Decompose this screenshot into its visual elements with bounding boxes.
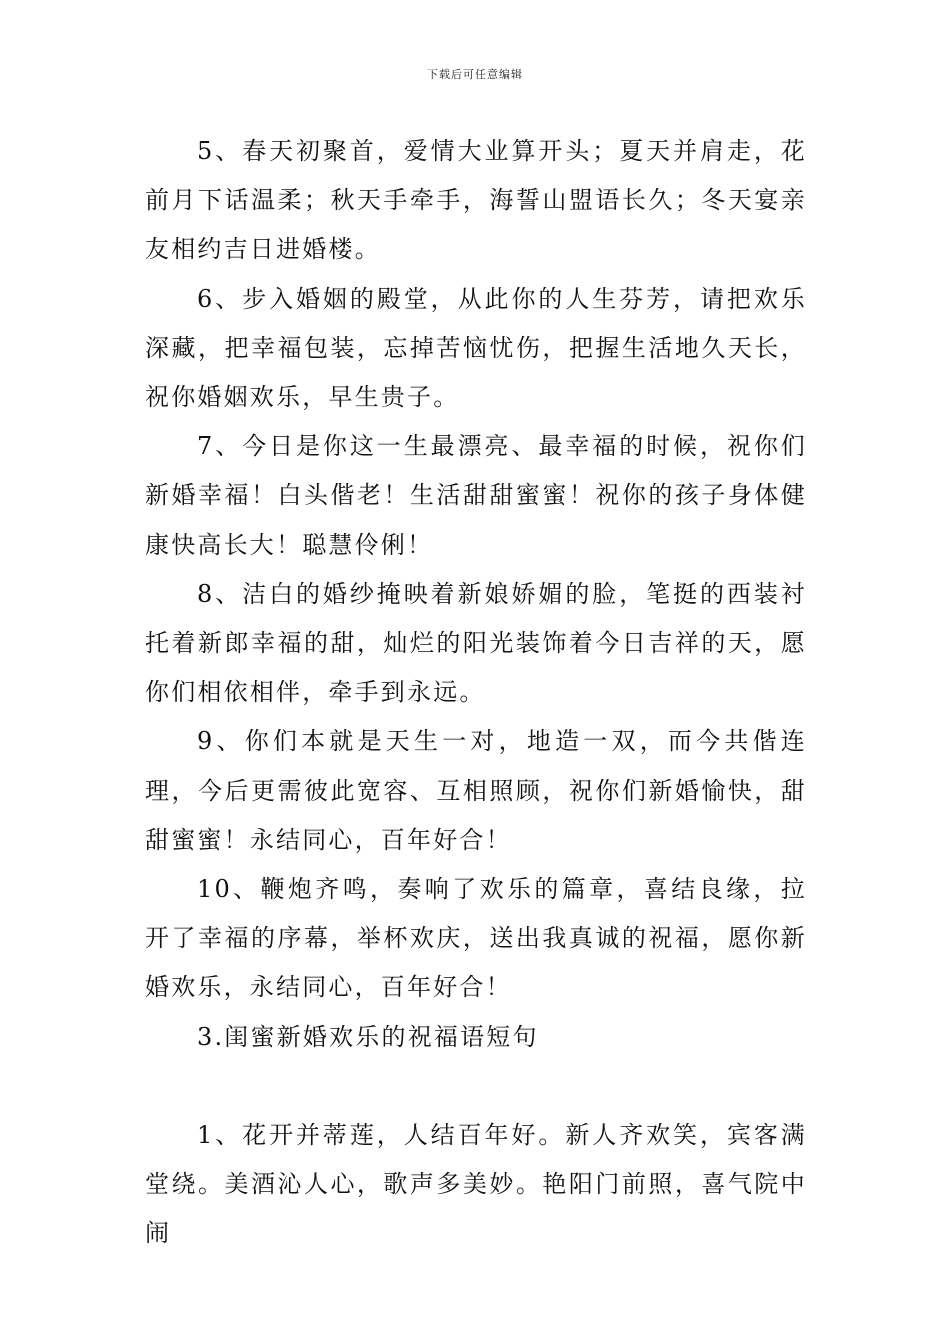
paragraph-5: 5、春天初聚首，爱情大业算开头；夏天并肩走，花前月下话温柔；秋天手牵手，海誓山盟语长久；冬天宴亲友相约吉日进婚楼。 xyxy=(145,137,807,264)
page-header: 下载后可任意编辑 xyxy=(427,68,523,81)
paragraph-9: 9、你们本就是天生一对，地造一双，而今共偕连理，今后更需彼此宽容、互相照顾，祝你们新婚愉快，甜甜蜜蜜！永结同心，百年好合！ xyxy=(145,727,807,854)
paragraph-8: 8、洁白的婚纱掩映着新娘娇媚的脸，笔挺的西装衬托着新郎幸福的甜，灿烂的阳光装饰着今日吉祥的天，愿你们相依相伴，牵手到永远。 xyxy=(145,579,807,707)
document-body xyxy=(145,127,807,1258)
section-paragraph-1: 1、花开并蒂莲，人结百年好。新人齐欢笑，宾客满堂绕。美酒沁人心，歌声多美妙。艳阳门前照，喜气院中闹 xyxy=(145,1120,807,1248)
paragraph-10: 10、鞭炮齐鸣，奏响了欢乐的篇章，喜结良缘，拉开了幸福的序幕，举杯欢庆，送出我真诚的祝福，愿你新婚欢乐，永结同心，百年好合！ xyxy=(145,875,807,1002)
paragraph-7: 7、今日是你这一生最漂亮、最幸福的时候，祝你们新婚幸福！白头偕老！生活甜甜蜜蜜！祝你的孩子身体健康快高长大！聪慧伶俐！ xyxy=(145,432,807,559)
paragraph-6: 6、步入婚姻的殿堂，从此你的人生芬芳，请把欢乐深藏，把幸福包装，忘掉苦恼忧伤，把握生活地久天长，祝你婚姻欢乐，早生贵子。 xyxy=(145,284,807,412)
section-title: 3.闺蜜新婚欢乐的祝福语短句 xyxy=(197,1022,539,1051)
